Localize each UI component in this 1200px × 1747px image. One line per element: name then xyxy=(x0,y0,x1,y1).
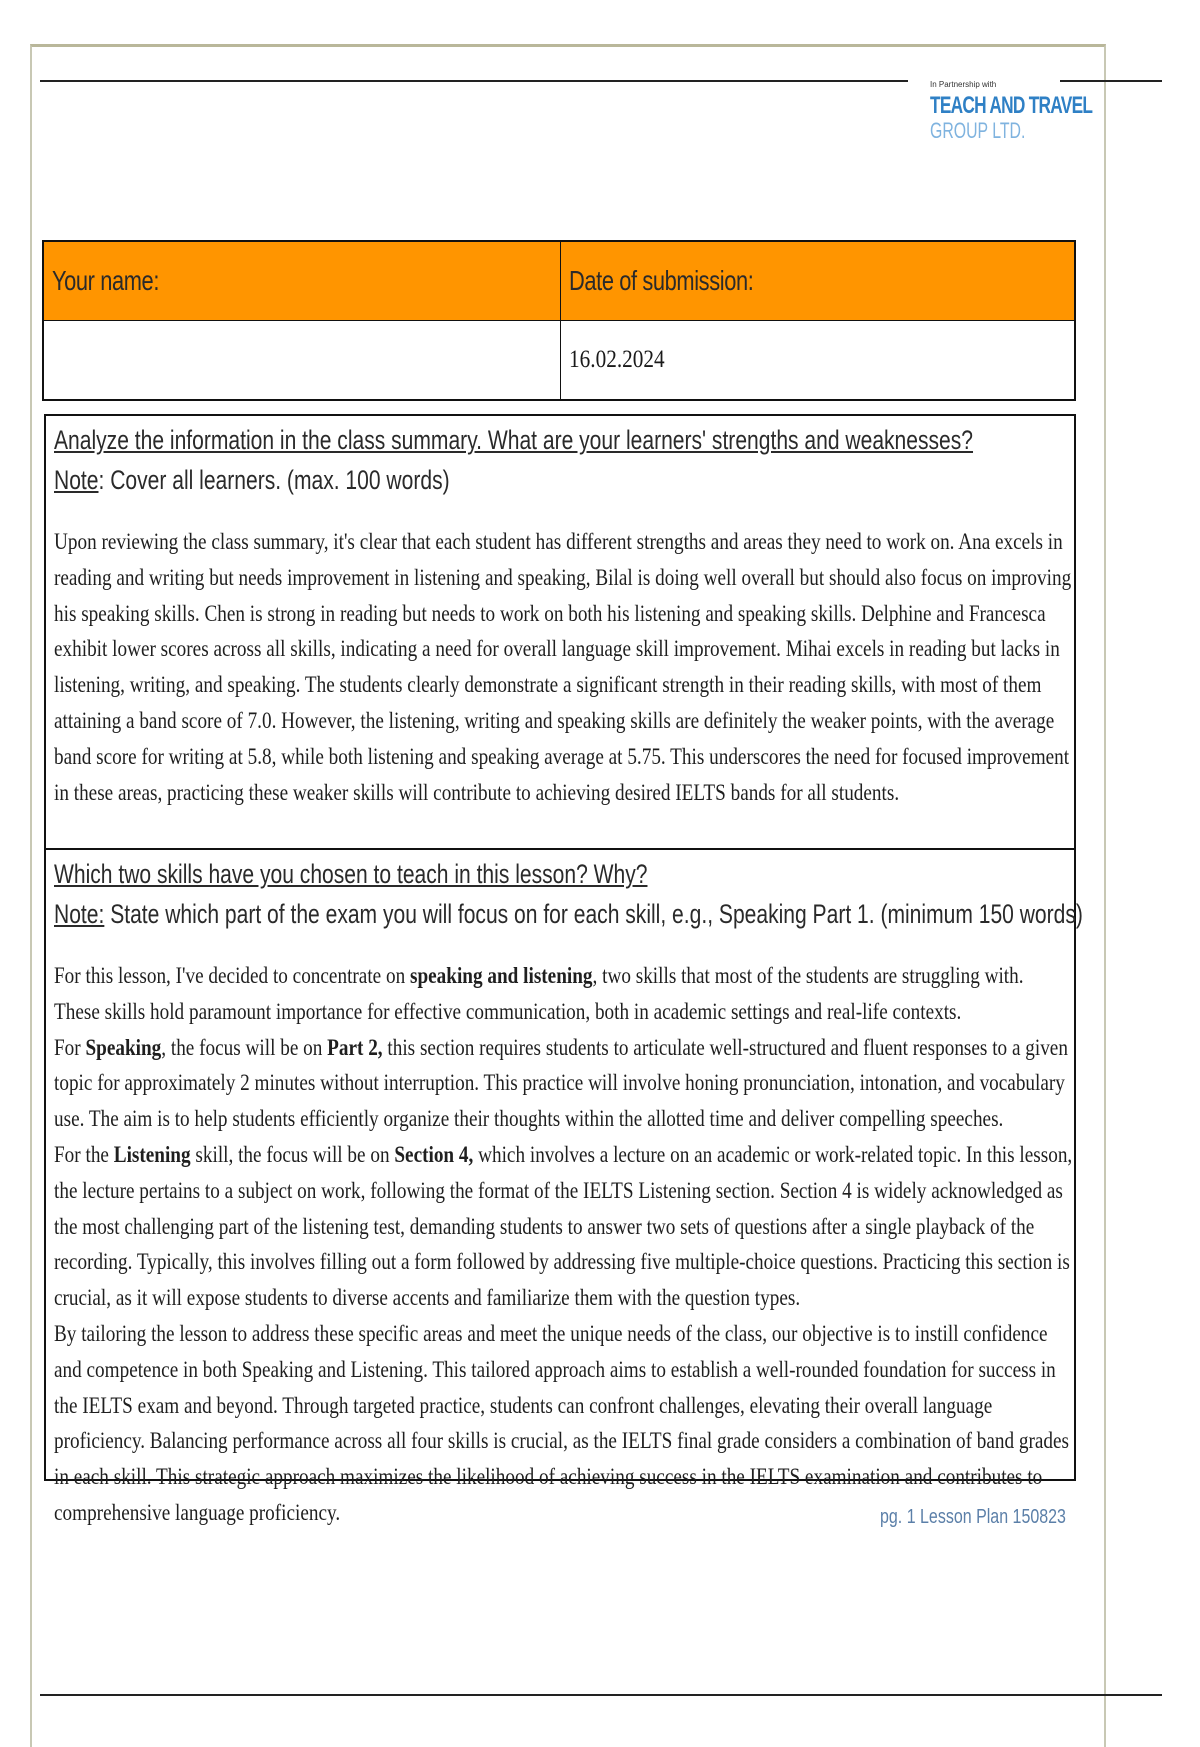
section1-note-label: Note xyxy=(54,465,99,495)
section2-note-label: Note: xyxy=(54,899,105,929)
section2-paragraph-1 xyxy=(54,958,1073,1030)
name-value-cell xyxy=(43,321,561,401)
footer-rule xyxy=(40,1694,1162,1696)
date-label: Date of submission: xyxy=(569,265,754,296)
section2-paragraph-2 xyxy=(54,1030,1073,1137)
section2-note xyxy=(54,892,1083,936)
section-strengths-weaknesses xyxy=(44,414,1076,850)
p2-bold-part2: Part 2, xyxy=(327,1034,383,1060)
logo-line2: GROUP LTD. xyxy=(930,118,1026,143)
name-label: Your name: xyxy=(52,265,160,296)
section2-answer xyxy=(54,958,1073,1531)
p1-text-c: , two skills that most of the students are struggling with. These skills hold paramount importance for effective communication, both in academic settings and real-life contexts. xyxy=(54,963,1024,1024)
p3-text-a: For the xyxy=(54,1141,114,1167)
p2-text-c: , the focus will be on xyxy=(161,1034,328,1060)
section1-note-text: : Cover all learners. (max. 100 words) xyxy=(98,465,450,495)
p1-bold: speaking and listening xyxy=(409,963,593,988)
section2-paragraph-4: By tailoring the lesson to address these specific areas and meet the unique needs of the class, our objective is to instill confidence and competence in both Speaking and Listening. This tailored approach aims to establish a well-rounded foundation for success in the IELTS exam and beyond. Through targeted practice, students can confront challenges, elevating their overall language proficiency. Balancing performance across all four skills is crucial, as the IELTS final grade considers a combination of band grades in each skill. This strategic approach maximizes the likelihood of achieving success in the IELTS examination and contributes to comprehensive language proficiency. xyxy=(54,1320,1070,1525)
p1-text-a: For this lesson, I've decided to concentrate on xyxy=(54,963,410,988)
p3-text-c: skill, the focus will be on xyxy=(190,1141,395,1167)
p3-text-e: which involves a lecture on an academic or work-related topic. In this lesson, the lecture pertains to a subject on work, following the format of the IELTS Listening section. Section 4 is widely acknowledged as the most challenging part of the listening test, demanding students to answer two sets of questions after a single playback of the recording. Typically, this involves filling out a form followed by addressing five multiple-choice questions. Practicing this section is crucial, as it will expose students to diverse accents and familiarize them with the question types. xyxy=(54,1141,1073,1311)
header-rule xyxy=(40,80,908,82)
p2-text-a: For xyxy=(54,1034,86,1060)
section1-answer-text: Upon reviewing the class summary, it's clear that each student has different strengths and areas they need to work on. Ana excels in reading and writing but needs improvement in listening and speaking, Bilal is doing well overall but should also focus on improving his speaking skills. Chen is strong in reading but needs to work on both his listening and speaking skills. Delphine and Francesca exhibit lower scores across all skills, indicating a need for overall language skill improvement. Mihai excels in reading but lacks in listening, writing, and speaking. The students clearly demonstrate a significant strength in their reading skills, with most of them attaining a band score of 7.0. However, the listening, writing and speaking skills are definitely the weaker points, with the average band score for writing at 5.8, while both listening and speaking average at 5.75. This underscores the need for focused improvement in these areas, practicing these weaker skills will contribute to achieving desired IELTS bands for all students. xyxy=(54,529,1072,805)
section2-note-text: State which part of the exam you will focus on for each skill, e.g., Speaking Part 1. (minimum 150 words) xyxy=(104,899,1083,929)
section2-paragraph-3 xyxy=(54,1137,1073,1316)
logo-line1: TEACH AND TRAVEL xyxy=(930,92,1093,119)
logo xyxy=(930,80,1093,143)
p2-bold-speaking: Speaking xyxy=(85,1034,162,1060)
section1-note xyxy=(54,458,843,502)
section1-answer xyxy=(54,524,1073,810)
p3-bold-section4: Section 4, xyxy=(394,1141,474,1167)
date-value-cell xyxy=(561,321,1076,401)
date-label-cell xyxy=(561,241,1076,321)
name-label-cell xyxy=(43,241,561,321)
header-rule-right xyxy=(1060,80,1162,82)
section1-question: Analyze the information in the class summary. What are your learners' strengths and weaknesses? xyxy=(54,425,974,455)
logo-partner-text: In Partnership with xyxy=(930,80,997,89)
date-value: 16.02.2024 xyxy=(569,346,665,373)
p2-text-e: this section requires students to articulate well-structured and fluent responses to a given topic for approximately 2 minutes without interruption. This practice will involve honing pronunciation, intonation, and vocabulary use. The aim is to help students efficiently organize their thoughts within the allotted time and deliver compelling speeches. xyxy=(54,1034,1068,1132)
p3-bold-listening: Listening xyxy=(113,1141,191,1167)
section2-question: Which two skills have you chosen to teach in this lesson? Why? xyxy=(54,859,648,889)
page-footer: pg. 1 Lesson Plan 150823 xyxy=(880,1506,1066,1528)
info-table xyxy=(42,240,1076,401)
